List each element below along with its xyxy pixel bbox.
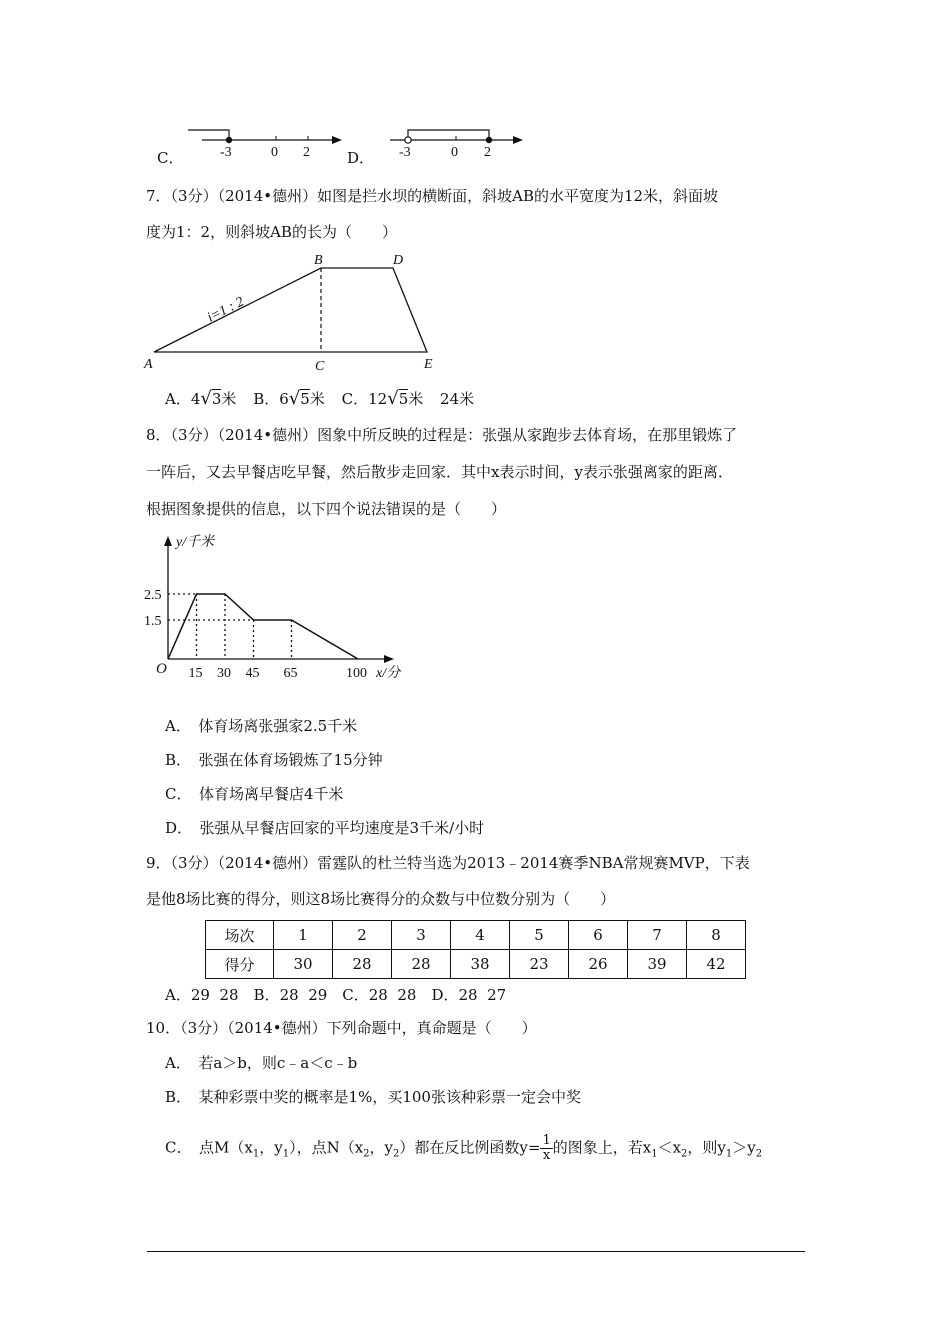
q7-option-d: 24米 (440, 390, 475, 408)
q8-option-d: D． 张强从早餐店回家的平均速度是3千米/小时 (165, 819, 485, 837)
q7-point-e: E (424, 357, 433, 372)
table-cell: 23 (510, 950, 569, 979)
q7-option-a: A．4√3米 (165, 388, 237, 409)
q7-option-c: C．12√5米 (341, 388, 424, 409)
q6-number-line-d (378, 122, 538, 162)
q7-stem-line1: 7．（3分）（2014•德州）如图是拦水坝的横断面，斜坡AB的水平宽度为12米，斜面坡 (146, 187, 719, 205)
q9-score-table (205, 920, 746, 979)
x-tick-label: 30 (217, 666, 231, 681)
table-cell: 2 (333, 921, 392, 950)
q7-stem-line2: 度为1：2，则斜坡AB的长为（ ） (146, 223, 397, 241)
table-cell: 5 (510, 921, 569, 950)
q7-point-a: A (144, 357, 153, 372)
q8-stem-line2: 一阵后，又去早餐店吃早餐，然后散步走回家．其中x表示时间，y表示张强离家的距离． (146, 463, 733, 481)
table-cell: 得分 (206, 950, 274, 979)
q7-dam-figure (140, 250, 450, 375)
q9-stem-line1: 9．（3分）（2014•德州）雷霆队的杜兰特当选为2013﹣2014赛季NBA常规赛MVP，下表 (146, 854, 750, 872)
q7-point-b: B (314, 253, 323, 268)
q10-option-c: C． 点$M(x_1$，$y_1$），点$N(x_2$，$y_2$）都在反比例函数y= $\frac{1}{x}$ 的图象上，若$x_1<x_2$，则$y_1>y_2$ (165, 1133, 763, 1163)
table-row (206, 921, 746, 950)
table-cell: 30 (274, 950, 333, 979)
table-cell: 8 (687, 921, 746, 950)
q8-stem-line3: 根据图象提供的信息，以下四个说法错误的是（ ） (146, 500, 507, 518)
q6-option-d-label: D． (347, 149, 375, 167)
sqrt-icon: √ (387, 388, 399, 409)
q10-option-a: A． 若a＞b，则c﹣a＜c﹣b (165, 1054, 358, 1072)
q9-stem-line2: 是他8场比赛的得分，则这8场比赛得分的众数与中位数分别为（ ） (146, 890, 616, 908)
q7-slope-label: i=1 : 2 (205, 294, 247, 326)
table-cell: 7 (628, 921, 687, 950)
table-cell: 场次 (206, 921, 274, 950)
q8-option-b: B． 张强在体育场锻炼了15分钟 (165, 751, 383, 769)
table-cell: 6 (569, 921, 628, 950)
q7-options (165, 389, 474, 409)
table-row (206, 950, 746, 979)
q8-distance-time-chart (140, 530, 420, 690)
x-axis-label: x/分 (376, 666, 401, 681)
fraction: $\frac{1}{x}$ (542, 1133, 551, 1163)
q9-options: A．29 28 B．28 29 C．28 28 D．28 27 (165, 986, 507, 1004)
table-cell: 26 (569, 950, 628, 979)
y-axis-label: y/千米 (176, 535, 215, 550)
x-tick-label: 15 (188, 666, 203, 681)
table-cell: 39 (628, 950, 687, 979)
q8-option-c: C． 体育场离早餐店4千米 (165, 785, 344, 803)
q6-d-tick: -3 (399, 145, 411, 160)
x-tick-label: 100 (346, 666, 367, 681)
q6-c-tick: -3 (220, 145, 232, 160)
table-cell: 3 (392, 921, 451, 950)
table-cell: 42 (687, 950, 746, 979)
q7-point-c: C (315, 359, 325, 374)
x-axis-arrow-icon (384, 655, 394, 663)
q6-option-c-label: C． (157, 149, 184, 167)
sqrt-icon: √ (288, 388, 301, 409)
x-tick-label: 45 (245, 666, 260, 681)
table-cell: 4 (451, 921, 510, 950)
q10-stem: 10．（3分）（2014•德州）下列命题中，真命题是（ ） (146, 1019, 537, 1037)
sqrt-icon: √ (200, 388, 212, 409)
table-cell: 28 (333, 950, 392, 979)
q6-d-tick: 0 (451, 145, 458, 160)
footer-rule (147, 1251, 805, 1252)
table-cell: 38 (451, 950, 510, 979)
q6-d-tick: 2 (484, 145, 491, 160)
y-tick-label: 2.5 (144, 588, 162, 603)
q10-option-b: B． 某种彩票中奖的概率是1%，买100张该种彩票一定会中奖 (165, 1088, 581, 1106)
q6-c-tick: 0 (271, 145, 278, 160)
q8-option-a: A． 体育场离张强家2.5千米 (165, 717, 358, 735)
q7-option-b: B．6√5米 (253, 388, 325, 409)
q8-stem-line1: 8．（3分）（2014•德州）图象中所反映的过程是：张强从家跑步去体育场，在那里锻炼了 (146, 426, 738, 444)
table-cell: 28 (392, 950, 451, 979)
origin-label: O (156, 661, 167, 677)
q6-c-tick: 2 (303, 145, 310, 160)
x-tick-label: 65 (283, 666, 298, 681)
q6-number-line-c (180, 122, 350, 162)
y-axis-arrow-icon (164, 536, 172, 546)
q7-point-d: D (393, 253, 404, 268)
table-cell: 1 (274, 921, 333, 950)
y-tick-label: 1.5 (144, 614, 162, 629)
